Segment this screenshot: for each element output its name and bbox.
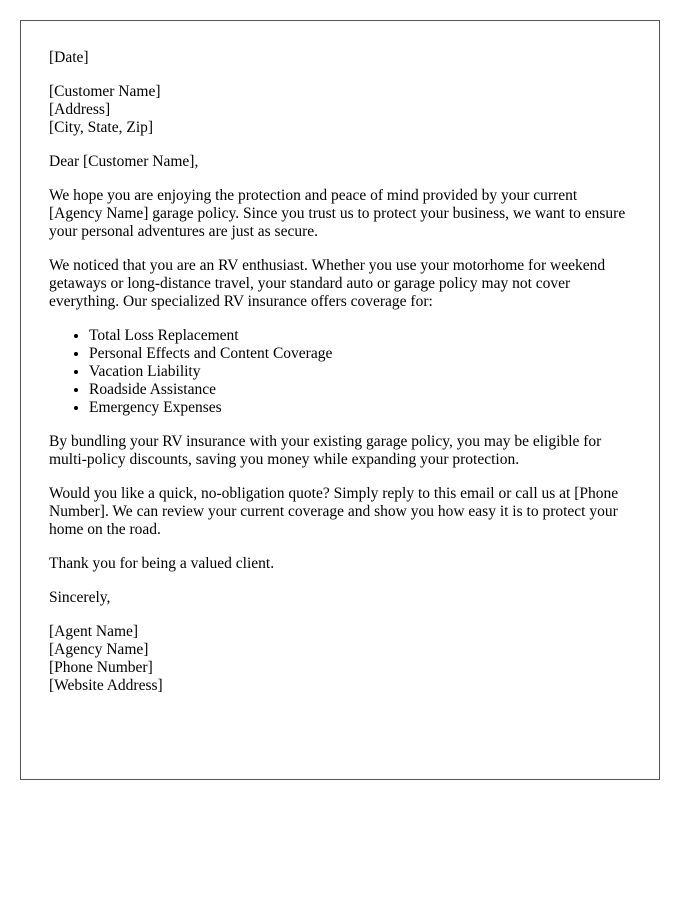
agent-name: [Agent Name] — [49, 623, 139, 640]
coverage-item: • Roadside Assistance — [89, 381, 631, 399]
coverage-item: • Vacation Liability — [89, 363, 631, 381]
recipient-address: [Address] — [49, 101, 111, 118]
recipient-name: [Customer Name] — [49, 83, 161, 100]
agent-phone: [Phone Number] — [49, 659, 153, 676]
salutation: Dear [Customer Name], — [49, 153, 199, 170]
coverage-list — [49, 327, 631, 417]
rv-enthusiast-paragraph: We noticed that you are an RV enthusiast. Whether you use your motorhome for weekend getaways or long-distance travel, your standard auto or garage policy may not cover everything. Our specialized RV insurance offers coverage for: — [49, 257, 606, 310]
coverage-item: • Emergency Expenses — [89, 399, 631, 417]
coverage-item: • Personal Effects and Content Coverage — [89, 345, 631, 363]
letter-page — [20, 20, 660, 780]
recipient-city-state-zip: [City, State, Zip] — [49, 119, 154, 136]
quote-paragraph: Would you like a quick, no-obligation quote? Simply reply to this email or call us at [Phone Number]. We can review your current coverage and show you how easy it is to protect your home on the road. — [49, 485, 619, 538]
coverage-item: • Total Loss Replacement — [89, 327, 631, 345]
thank-you-paragraph: Thank you for being a valued client. — [49, 555, 275, 572]
bundling-paragraph: By bundling your RV insurance with your existing garage policy, you may be eligible for multi-policy discounts, saving you money while expanding your protection. — [49, 433, 602, 468]
website-address: [Website Address] — [49, 677, 163, 694]
intro-paragraph: We hope you are enjoying the protection and peace of mind provided by your current [Agency Name] garage policy. Since you trust us to protect your business, we want to ensure your personal adventures are just as secure. — [49, 187, 626, 240]
agency-name: [Agency Name] — [49, 641, 149, 658]
letter-date: [Date] — [49, 49, 89, 66]
signature-block — [49, 623, 631, 695]
recipient-address-block — [49, 83, 631, 137]
closing: Sincerely, — [49, 589, 111, 606]
